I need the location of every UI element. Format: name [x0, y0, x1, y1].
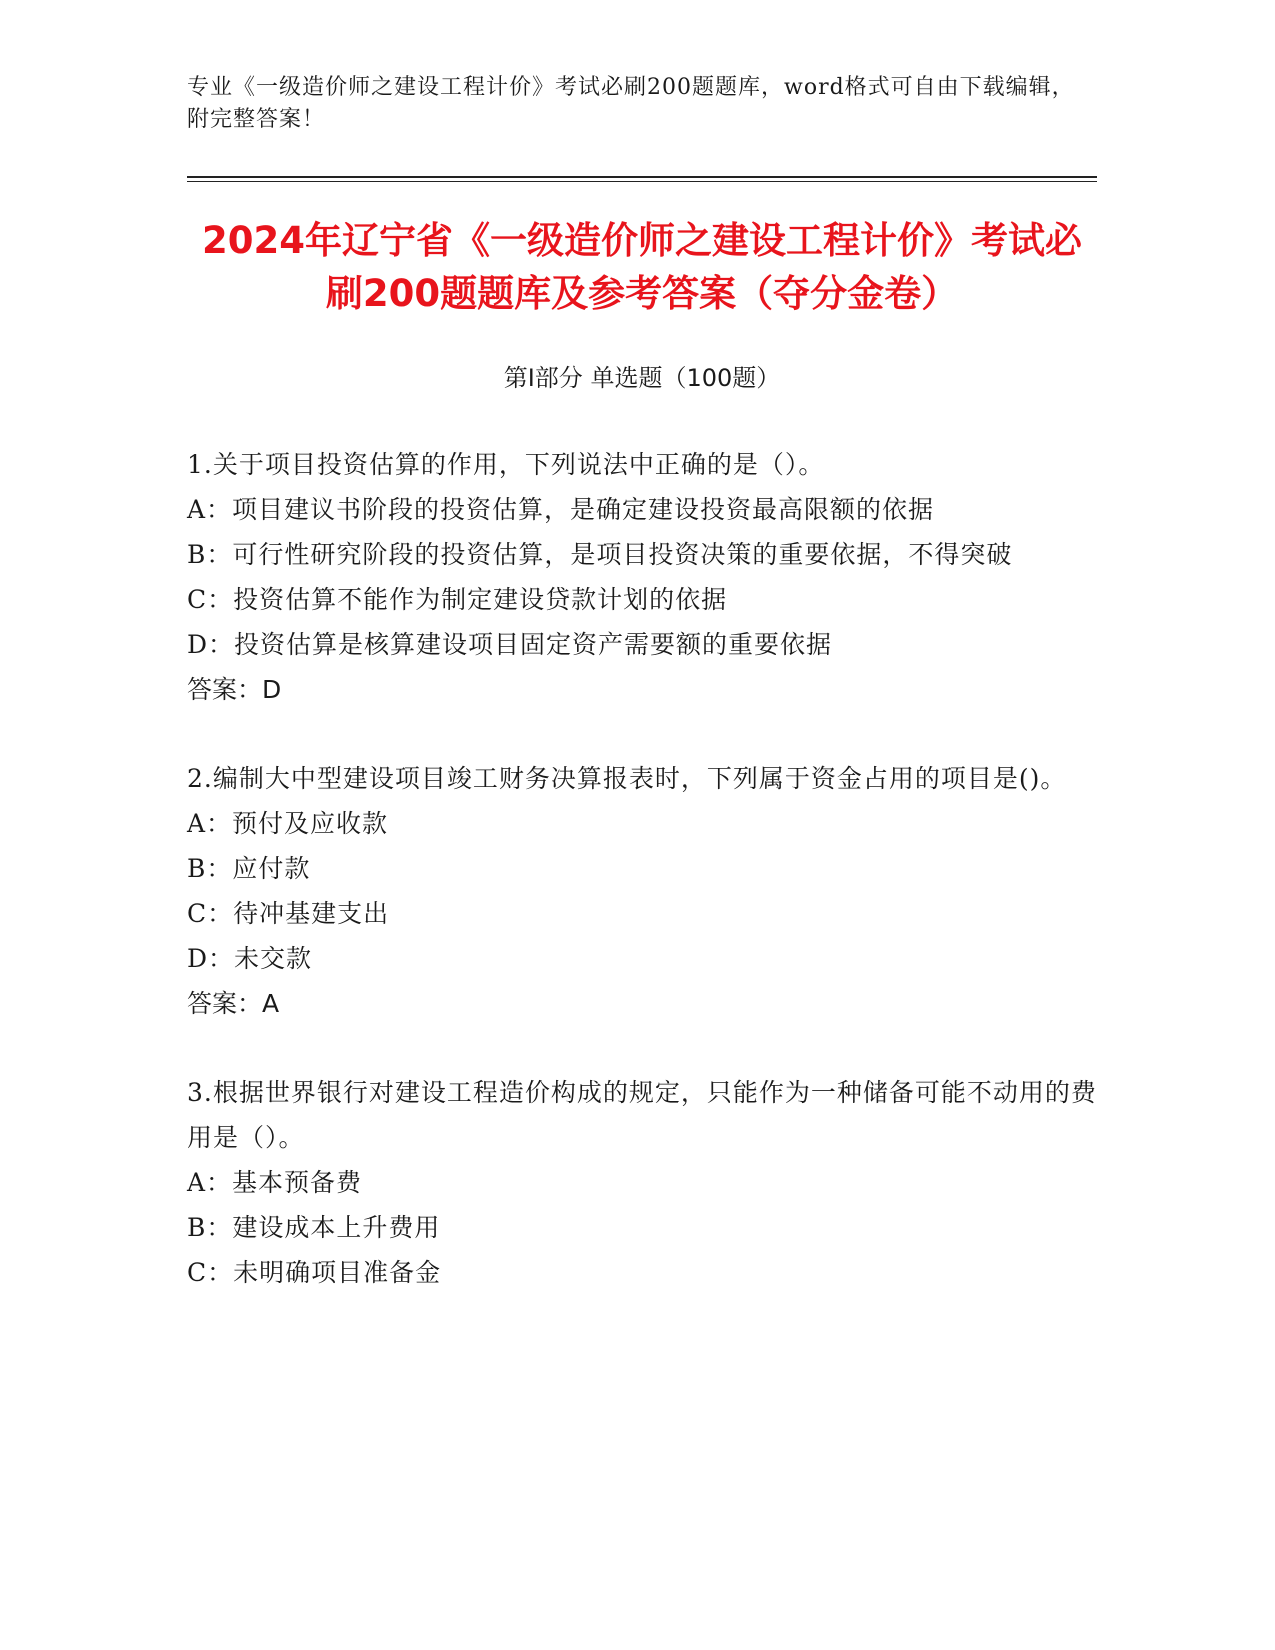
option-c: C：待冲基建支出 — [187, 899, 390, 928]
option-d: D：未交款 — [187, 944, 313, 973]
question-1 — [187, 442, 1097, 712]
option-a: A：基本预备费 — [187, 1168, 363, 1197]
option-b: B：应付款 — [187, 854, 311, 883]
question-stem: 1.关于项目投资估算的作用，下列说法中正确的是（）。 — [187, 450, 825, 479]
option-d: D：投资估算是核算建设项目固定资产需要额的重要依据 — [187, 630, 833, 659]
section-title: 第Ⅰ部分 单选题（100题） — [503, 364, 781, 392]
question-stem: 3.根据世界银行对建设工程造价构成的规定，只能作为一种储备可能不动用的费用是（）。 — [187, 1078, 1097, 1152]
option-b: B：建设成本上升费用 — [187, 1213, 441, 1242]
option-a: A：项目建议书阶段的投资估算，是确定建设投资最高限额的依据 — [187, 495, 935, 524]
option-c: C：投资估算不能作为制定建设贷款计划的依据 — [187, 585, 728, 614]
document-title: 2024年辽宁省《一级造价师之建设工程计价》考试必刷200题题库及参考答案（夺分金卷） — [202, 219, 1082, 315]
option-a: A：预付及应收款 — [187, 809, 389, 838]
option-c: C：未明确项目准备金 — [187, 1258, 442, 1287]
header-note: 专业《一级造价师之建设工程计价》考试必刷200题题库，word格式可自由下载编辑，附完整答案！ — [187, 75, 1075, 132]
question-2 — [187, 756, 1097, 1026]
question-stem: 2.编制大中型建设项目竣工财务决算报表时，下列属于资金占用的项目是()。 — [187, 764, 1067, 793]
answer: 答案：A — [187, 989, 280, 1018]
document-page — [187, 72, 1097, 1339]
question-list — [187, 442, 1097, 1295]
header-divider — [187, 176, 1097, 182]
answer: 答案：D — [187, 675, 282, 704]
option-b: B：可行性研究阶段的投资估算，是项目投资决策的重要依据，不得突破 — [187, 540, 1013, 569]
question-3 — [187, 1070, 1097, 1295]
